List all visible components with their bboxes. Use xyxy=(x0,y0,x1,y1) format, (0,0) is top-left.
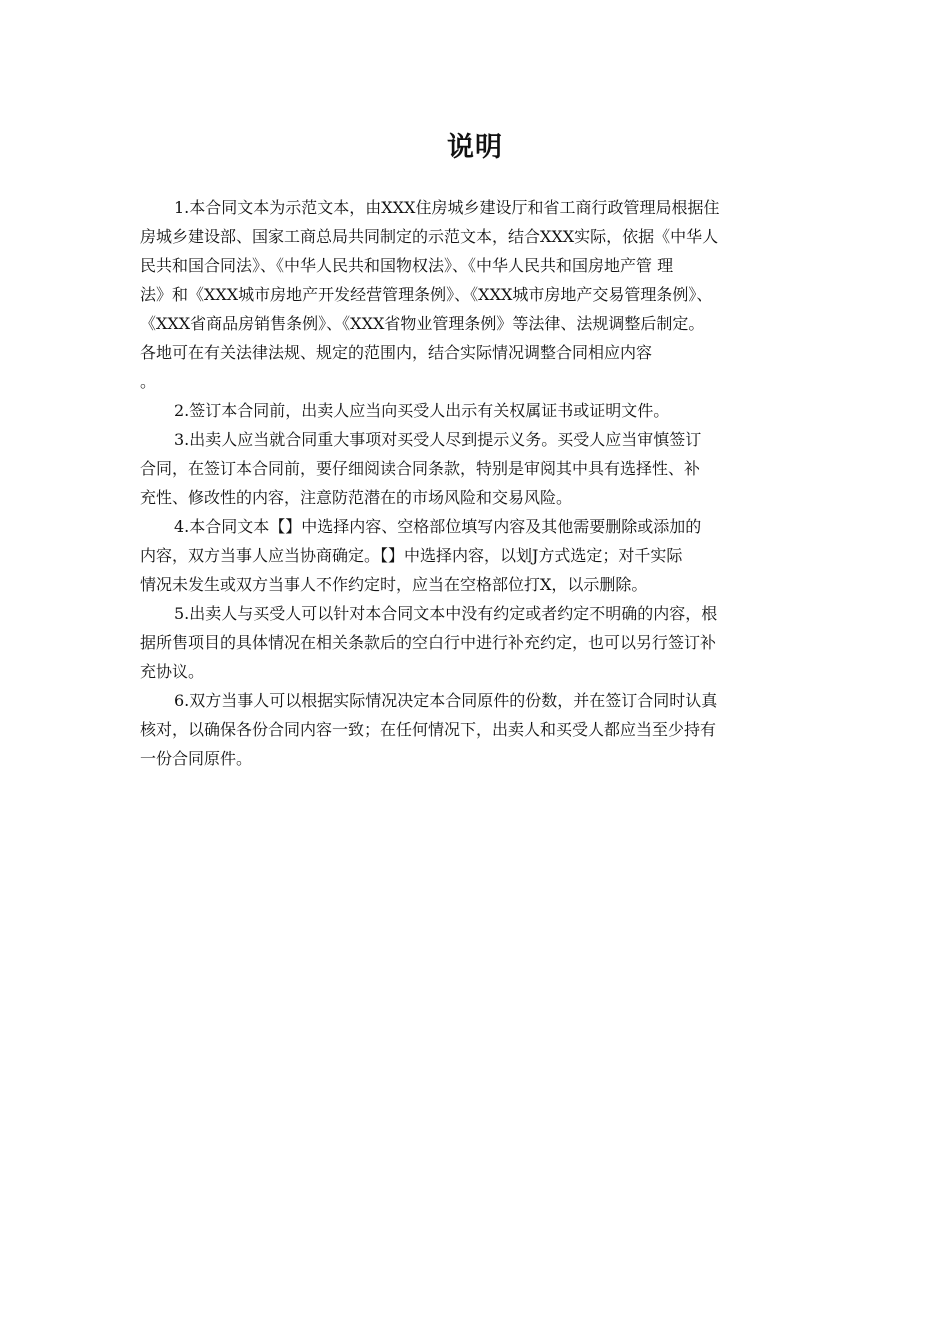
document-body xyxy=(140,193,808,773)
paragraph-3 xyxy=(140,425,808,512)
text-line: 1.本合同文本为示范文本，由XXX住房城乡建设厅和省工商行政管理局根据住 xyxy=(174,198,720,217)
text-line: 核对，以确保各份合同内容一致；在任何情况下，出卖人和买受人都应当至少持有 xyxy=(140,720,717,739)
text-line: 各地可在有关法律法规、规定的范围内，结合实际情况调整合同相应内容 xyxy=(140,343,653,362)
paragraph-4 xyxy=(140,512,808,599)
text-line: 充性、修改性的内容，注意防范潜在的市场风险和交易风险。 xyxy=(140,488,573,507)
text-line: 5.出卖人与买受人可以针对本合同文本中没有约定或者约定不明确的内容，根 xyxy=(174,604,718,623)
text-line: 2.签订本合同前，出卖人应当向买受人出示有关权属证书或证明文件。 xyxy=(174,401,670,420)
text-line: 合同，在签订本合同前，要仔细阅读合同条款，特别是审阅其中具有选择性、补 xyxy=(140,459,701,478)
paragraph-1 xyxy=(140,193,808,396)
text-line: 情况未发生或双方当事人不作约定时，应当在空格部位打X，以示删除。 xyxy=(140,575,648,594)
paragraph-2 xyxy=(140,396,808,425)
text-line: 《XXX省商品房销售条例》、《XXX省物业管理条例》等法律、法规调整后制定。 xyxy=(140,314,705,333)
paragraph-5 xyxy=(140,599,808,686)
text-line: 法》和《XXX城市房地产开发经营管理条例》、《XXX城市房地产交易管理条例》、 xyxy=(140,285,713,304)
paragraph-6 xyxy=(140,686,808,773)
text-line: 房城乡建设部、国家工商总局共同制定的示范文本，结合XXX实际，依据《中华人 xyxy=(140,227,719,246)
text-line: 一份合同原件。 xyxy=(140,749,253,768)
text-line: 。 xyxy=(140,372,157,391)
text-line: 据所售项目的具体情况在相关条款后的空白行中进行补充约定，也可以另行签订补 xyxy=(140,633,717,652)
text-line: 充协议。 xyxy=(140,662,205,681)
page-title: 说明 xyxy=(447,132,503,163)
text-line: 4.本合同文本【】中选择内容、空格部位填写内容及其他需要删除或添加的 xyxy=(174,517,702,536)
text-line: 6.双方当事人可以根据实际情况决定本合同原件的份数，并在签订合同时认真 xyxy=(174,691,718,710)
text-line: 3.出卖人应当就合同重大事项对买受人尽到提示义务。买受人应当审慎签订 xyxy=(174,430,702,449)
text-line: 内容，双方当事人应当协商确定。【】中选择内容，以划J方式选定；对千实际 xyxy=(140,546,683,565)
text-line: 民共和国合同法》、《中华人民共和国物权法》、《中华人民共和国房地产管 理 xyxy=(140,256,674,275)
